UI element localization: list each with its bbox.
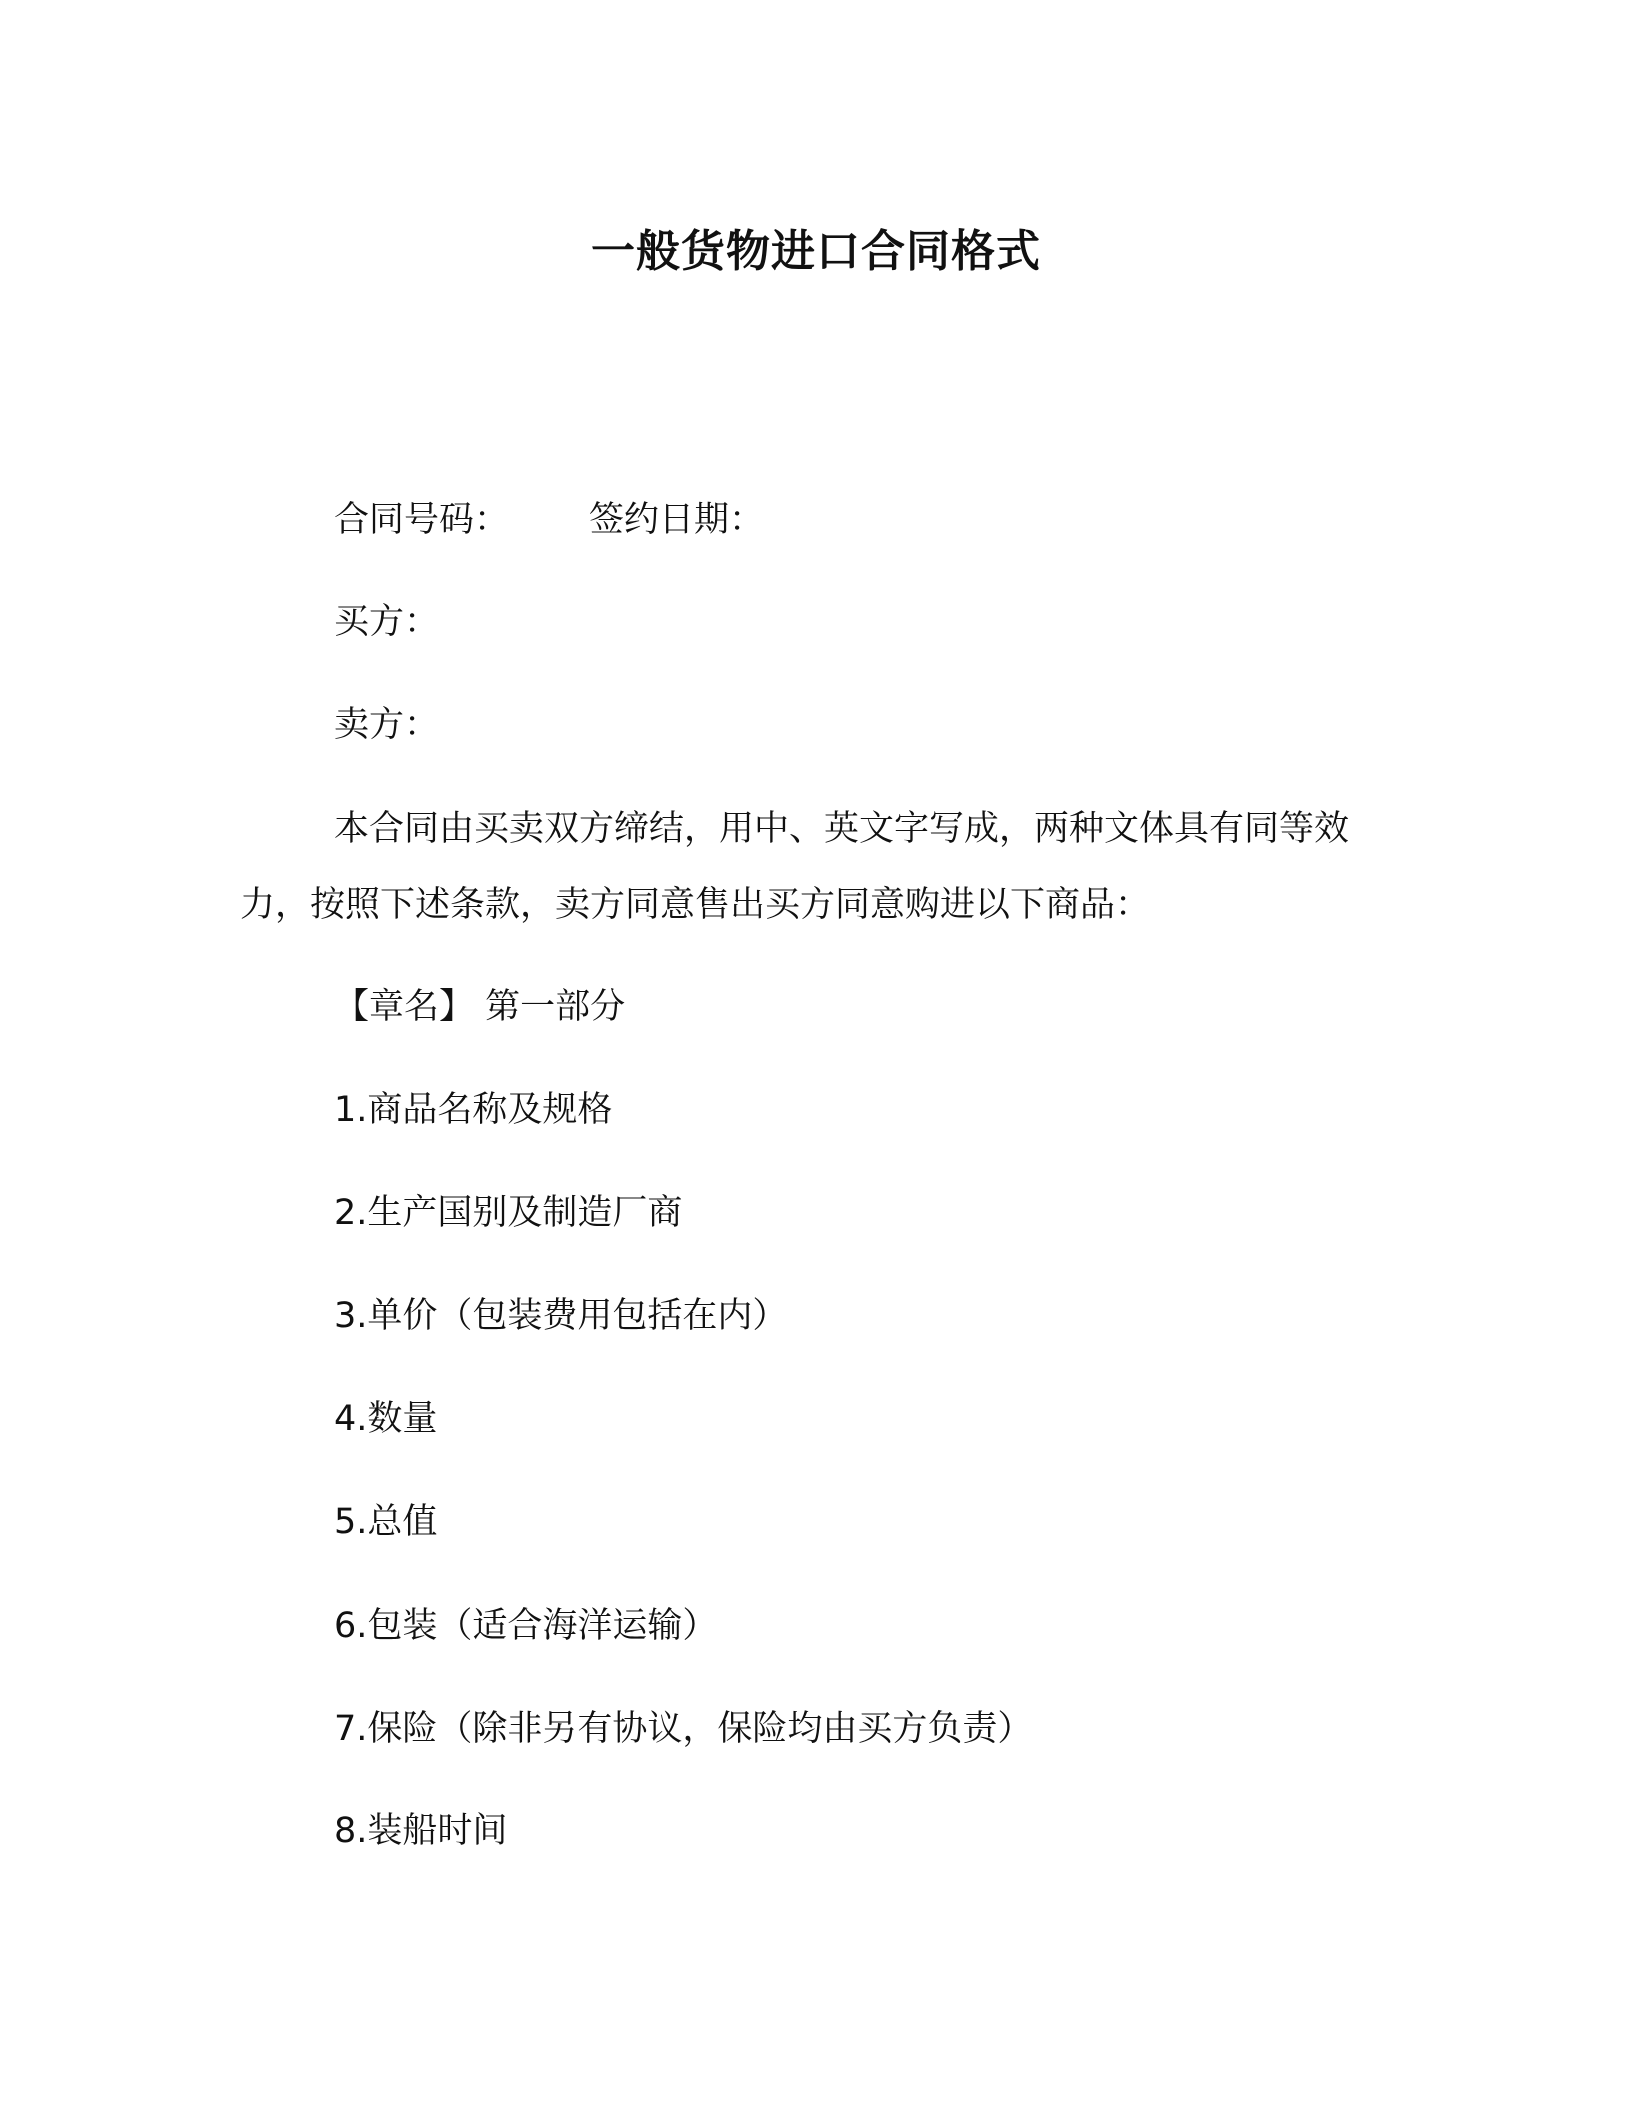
list-item: 2.生产国别及制造厂商: [334, 1193, 683, 1233]
list-item: 7.保险（除非另有协议，保险均由买方负责）: [334, 1709, 1033, 1749]
list-item: 6.包装（适合海洋运输）: [334, 1606, 718, 1646]
list-item: 8.装船时间: [334, 1811, 508, 1851]
list-item: 1.商品名称及规格: [334, 1090, 613, 1130]
contract-header-row: [334, 496, 764, 544]
list-item: 4.数量: [334, 1399, 438, 1439]
chapter-heading: 【章名】 第一部分: [334, 987, 626, 1027]
document-title: 一般货物进口合同格式: [591, 226, 1041, 277]
list-item: 3.单价（包装费用包括在内）: [334, 1296, 788, 1336]
buyer-label: 买方：: [334, 602, 440, 642]
intro-paragraph: 本合同由买卖双方缔结，用中、英文字写成，两种文体具有同等效力，按照下述条款，卖方同意售出买方同意购进以下商品：: [240, 809, 1350, 925]
contract-number-label: 合同号码：: [334, 500, 510, 540]
signing-date-label: 签约日期：: [589, 500, 765, 540]
seller-label: 卖方：: [334, 705, 440, 745]
list-item: 5.总值: [334, 1502, 438, 1542]
